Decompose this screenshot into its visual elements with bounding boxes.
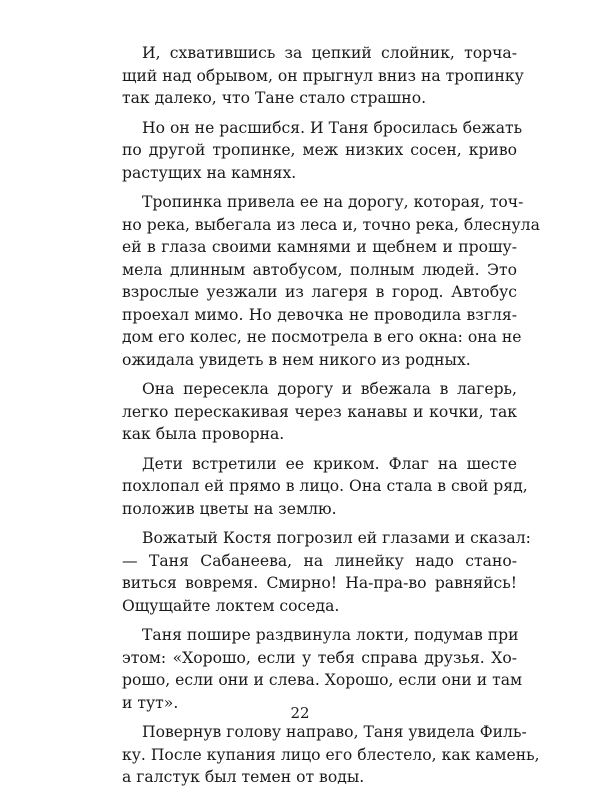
- text-line: Она пересекла дорогу и вбежала в лагерь,: [142, 380, 517, 398]
- paragraph: [122, 42, 524, 110]
- text-line: так далеко, что Тане стало страшно.: [122, 89, 427, 107]
- text-line: ей в глаза своими камнями и щебнем и прошу-: [122, 238, 517, 256]
- text-line: дом его колес, не посмотрела в его окна: она не: [122, 328, 522, 346]
- text-line: взрослые уезжали из лагеря в город. Автобус: [122, 283, 517, 301]
- text-line: ку. После купания лицо его блестело, как камень,: [122, 745, 540, 764]
- paragraph: [122, 527, 531, 617]
- page-number: 22: [290, 704, 310, 722]
- text-line: и тут».: [122, 693, 179, 712]
- paragraph: [122, 191, 540, 371]
- text-line: ожидала увидеть в нем никого из родных.: [122, 350, 471, 369]
- paragraph: [122, 117, 523, 185]
- text-line: по другой тропинке, меж низких сосен, криво: [122, 141, 517, 159]
- text-line: И, схватившись за цепкий слойник, торча-: [142, 44, 517, 62]
- text-line: как была проворна.: [122, 425, 285, 443]
- text-line: а галстук был темен от воды.: [122, 768, 365, 786]
- text-line: щий над обрывом, он прыгнул вниз на тропинку: [122, 66, 524, 85]
- text-line: Таня пошире раздвинула локти, подумав при: [142, 626, 519, 644]
- text-line: положив цветы на землю.: [122, 499, 337, 518]
- text-line: мела длинным автобусом, полным людей. Это: [122, 260, 517, 279]
- text-line: похлопал ей прямо в лицо. Она стала в свой ряд,: [122, 477, 528, 495]
- text-line: этом: «Хорошо, если у тебя справа друзья. Хо-: [122, 648, 517, 667]
- paragraph: [122, 378, 517, 446]
- paragraph: [122, 721, 540, 789]
- text-line: проехал мимо. Но девочка не проводила взгля-: [122, 305, 517, 324]
- text-line: Тропинка привела ее на дорогу, которая, точ-: [142, 193, 524, 211]
- text-line: рошо, если они и слева. Хорошо, если они и там: [122, 671, 523, 689]
- paragraph: [122, 624, 523, 714]
- text-line: Дети встретили ее криком. Флаг на шесте: [142, 454, 517, 473]
- text-line: легко перескакивая через канавы и кочки, так: [122, 402, 517, 421]
- text-line: Но он не расшибся. И Таня бросилась бежать: [142, 118, 523, 137]
- text-line: растущих на камнях.: [122, 163, 297, 182]
- text-line: виться вовремя. Смирно! На-пра-во равняйсь!: [122, 574, 517, 592]
- text-line: но река, выбегала из леса и, точно река, блеснула: [122, 215, 540, 234]
- text-line: Вожатый Костя погрозил ей глазами и сказал:: [142, 529, 531, 547]
- body-text: [122, 42, 540, 796]
- text-line: Ощущайте локтем соседа.: [122, 596, 340, 615]
- text-line: Повернув голову направо, Таня увидела Филь-: [142, 723, 527, 741]
- text-line: — Таня Сабанеева, на линейку надо стано-: [122, 551, 517, 570]
- paragraph: [122, 453, 528, 521]
